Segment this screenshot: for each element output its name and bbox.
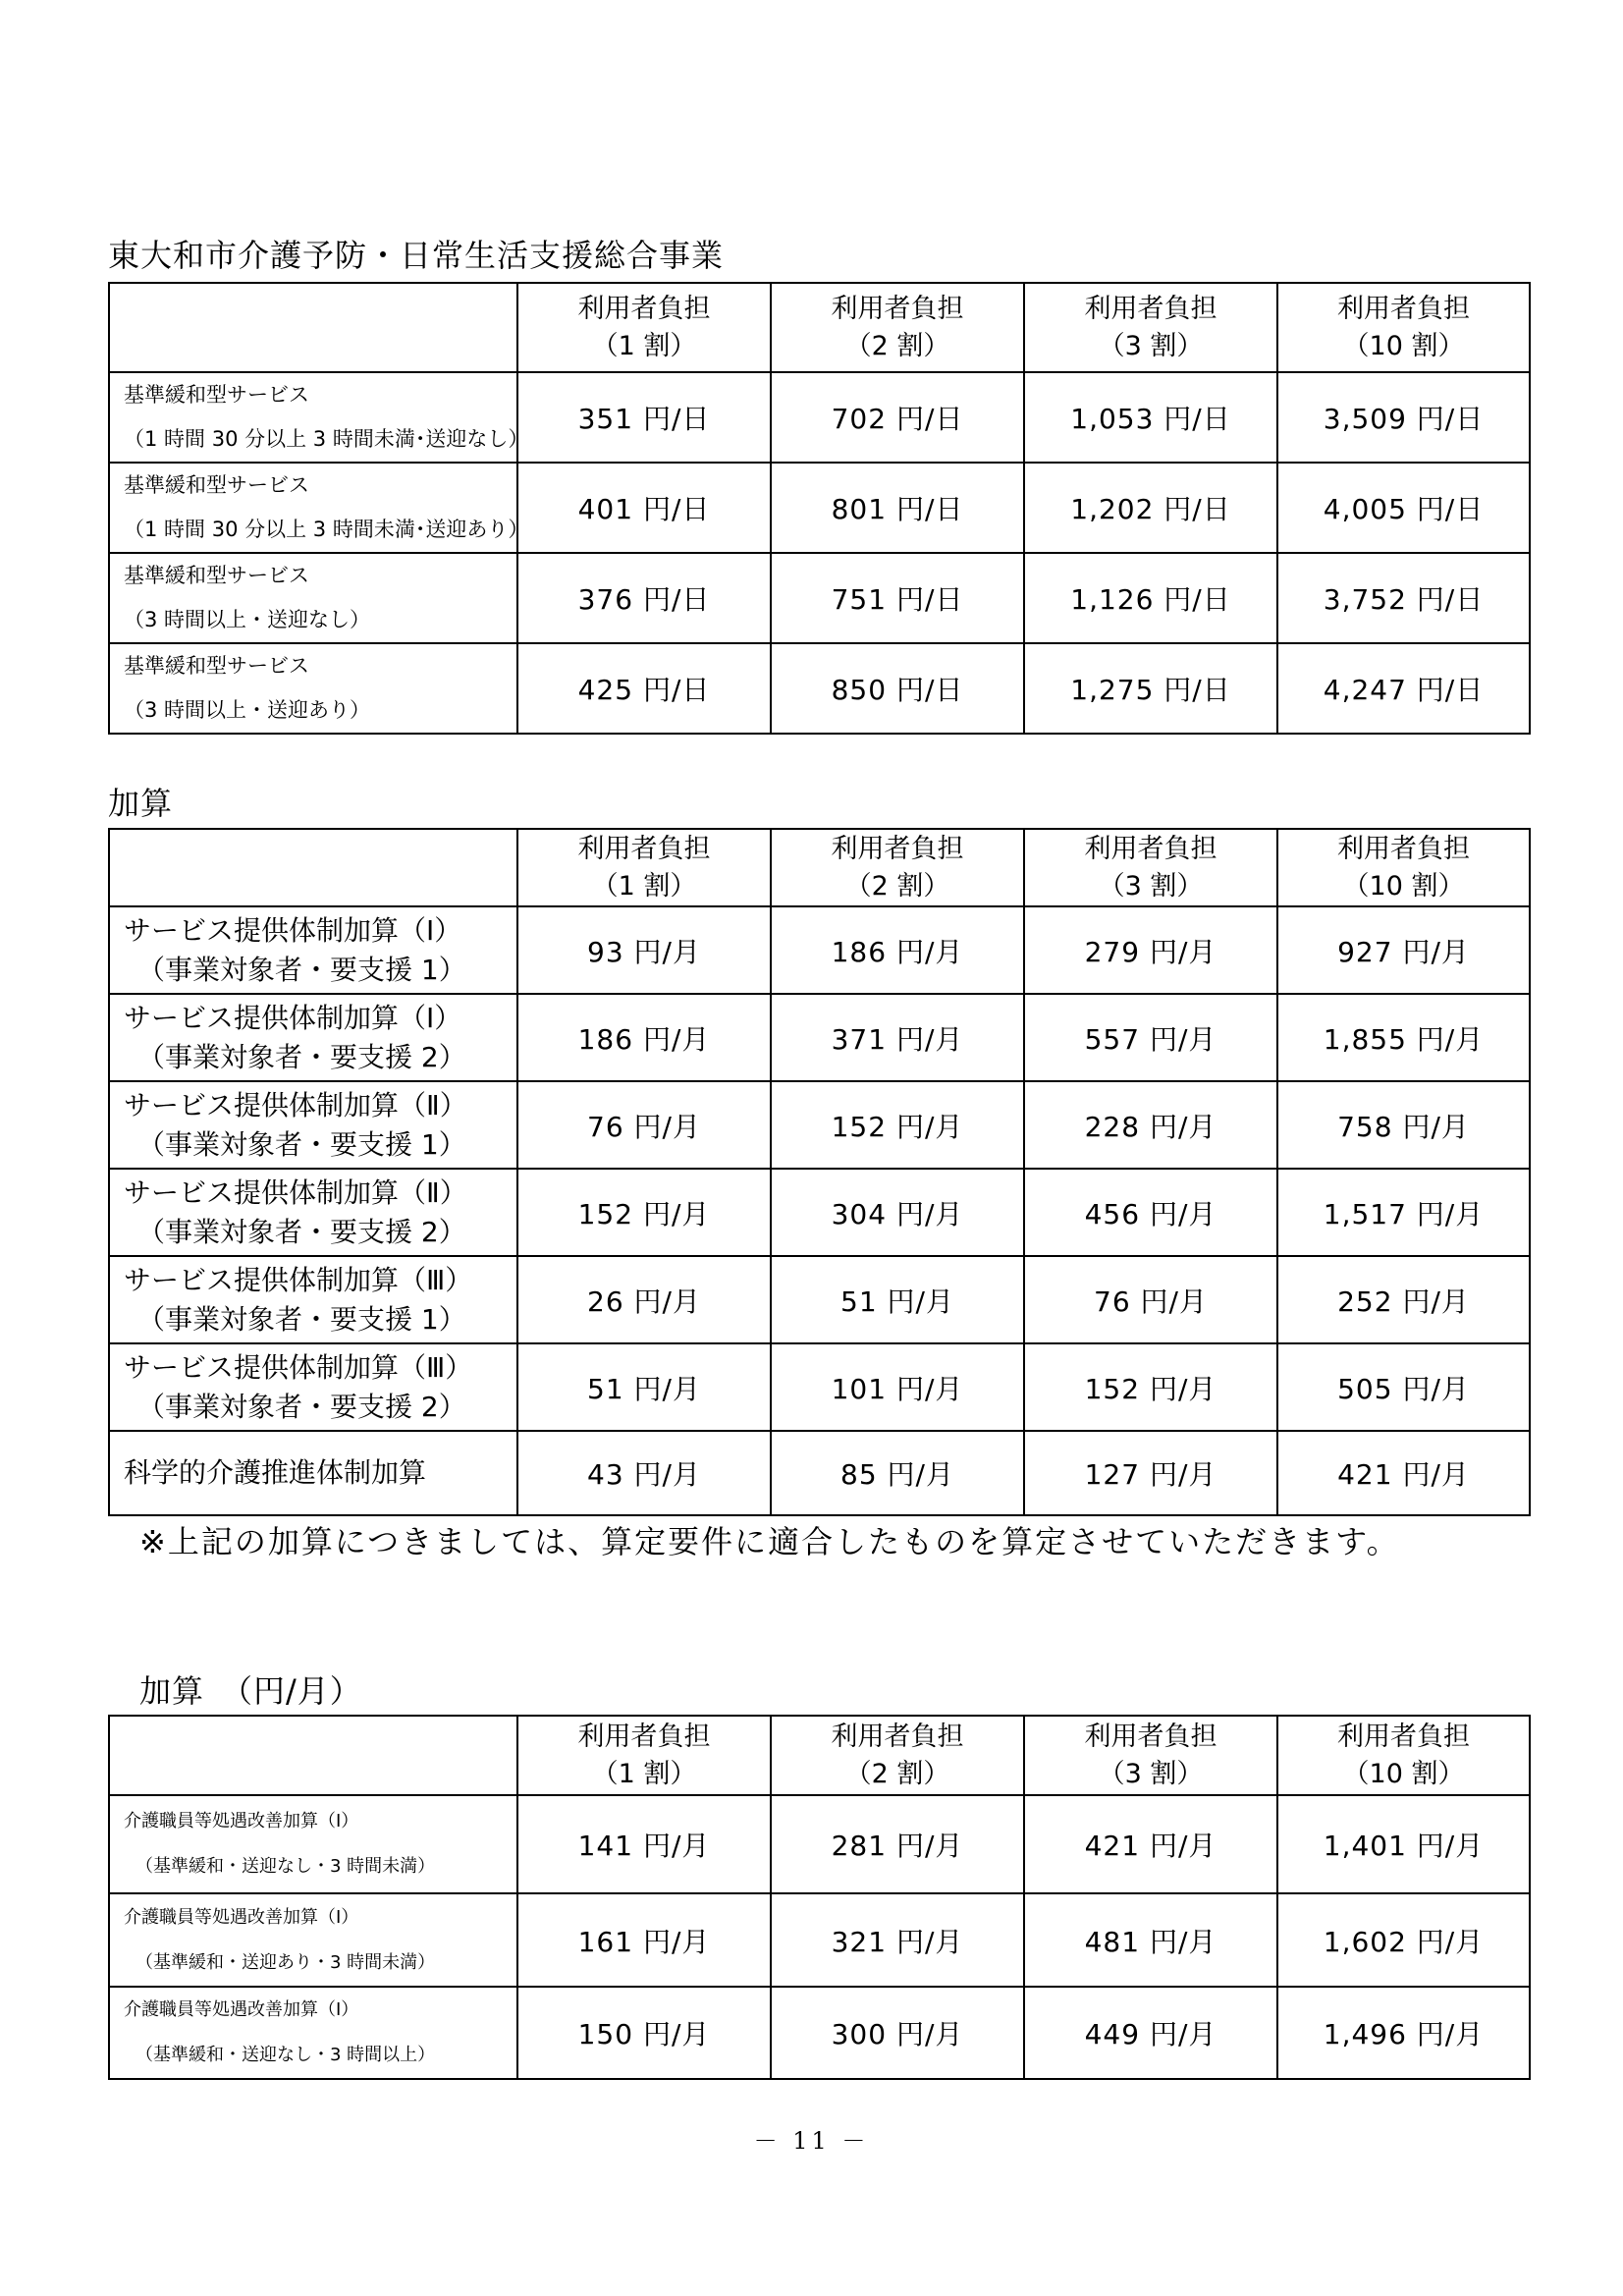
table-row — [109, 1343, 1530, 1431]
value-cell: 1,202 円/日 — [1024, 463, 1277, 553]
value-cell: 43 円/月 — [517, 1431, 771, 1515]
row-label: サービス提供体制加算（Ⅲ） （事業対象者・要支援 1） — [109, 1256, 517, 1343]
table-row — [109, 463, 1530, 553]
value-cell: 1,126 円/日 — [1024, 553, 1277, 643]
value-cell: 1,053 円/日 — [1024, 372, 1277, 463]
table-row — [109, 1169, 1530, 1256]
value-cell: 456 円/月 — [1024, 1169, 1277, 1256]
row-label: 基準緩和型サービス （1 時間 30 分以上 3 時間未満･送迎なし） — [109, 372, 517, 463]
row-label: サービス提供体制加算（Ⅰ） （事業対象者・要支援 2） — [109, 994, 517, 1081]
column-header: 利用者負担 （10 割） — [1277, 829, 1530, 906]
section2-table — [108, 828, 1531, 1516]
value-cell: 85 円/月 — [771, 1431, 1024, 1515]
value-cell: 401 円/日 — [517, 463, 771, 553]
table-header-row — [109, 829, 1530, 906]
row-label: 基準緩和型サービス （3 時間以上・送迎なし） — [109, 553, 517, 643]
value-cell: 425 円/日 — [517, 643, 771, 734]
value-cell: 376 円/日 — [517, 553, 771, 643]
row-label: 介護職員等処遇改善加算（Ⅰ） （基準緩和・送迎あり・3 時間未満） — [109, 1893, 517, 1987]
value-cell: 1,496 円/月 — [1277, 1987, 1530, 2079]
value-cell: 4,247 円/日 — [1277, 643, 1530, 734]
column-header: 利用者負担 （1 割） — [517, 1716, 771, 1795]
value-cell: 758 円/月 — [1277, 1081, 1530, 1169]
table-row — [109, 1893, 1530, 1987]
value-cell: 186 円/月 — [771, 906, 1024, 994]
value-cell: 1,517 円/月 — [1277, 1169, 1530, 1256]
value-cell: 1,401 円/月 — [1277, 1795, 1530, 1893]
column-header: 利用者負担 （2 割） — [771, 283, 1024, 372]
page-number: － 11 － — [753, 2127, 870, 2155]
value-cell: 927 円/月 — [1277, 906, 1530, 994]
value-cell: 421 円/月 — [1024, 1795, 1277, 1893]
row-label: 科学的介護推進体制加算 — [109, 1431, 517, 1515]
column-header: 利用者負担 （2 割） — [771, 829, 1024, 906]
section3-table — [108, 1715, 1531, 2080]
value-cell: 751 円/日 — [771, 553, 1024, 643]
column-header: 利用者負担 （3 割） — [1024, 829, 1277, 906]
value-cell: 351 円/日 — [517, 372, 771, 463]
column-header: 利用者負担 （10 割） — [1277, 1716, 1530, 1795]
value-cell: 4,005 円/日 — [1277, 463, 1530, 553]
table-row — [109, 1081, 1530, 1169]
table-row — [109, 372, 1530, 463]
column-header: 利用者負担 （3 割） — [1024, 283, 1277, 372]
value-cell: 321 円/月 — [771, 1893, 1024, 1987]
table-row — [109, 1987, 1530, 2079]
section1-title: 東大和市介護予防・日常生活支援総合事業 — [108, 237, 725, 274]
value-cell: 3,509 円/日 — [1277, 372, 1530, 463]
value-cell: 26 円/月 — [517, 1256, 771, 1343]
table-header-row — [109, 283, 1530, 372]
value-cell: 279 円/月 — [1024, 906, 1277, 994]
column-header: 利用者負担 （10 割） — [1277, 283, 1530, 372]
value-cell: 51 円/月 — [771, 1256, 1024, 1343]
section3-title: 加算 （円/月） — [139, 1672, 362, 1710]
column-header: 利用者負担 （3 割） — [1024, 1716, 1277, 1795]
row-label: サービス提供体制加算（Ⅰ） （事業対象者・要支援 1） — [109, 906, 517, 994]
value-cell: 1,602 円/月 — [1277, 1893, 1530, 1987]
value-cell: 702 円/日 — [771, 372, 1024, 463]
value-cell: 152 円/月 — [517, 1169, 771, 1256]
value-cell: 505 円/月 — [1277, 1343, 1530, 1431]
value-cell: 141 円/月 — [517, 1795, 771, 1893]
row-label: 介護職員等処遇改善加算（Ⅰ） （基準緩和・送迎なし・3 時間以上） — [109, 1987, 517, 2079]
value-cell: 850 円/日 — [771, 643, 1024, 734]
value-cell: 252 円/月 — [1277, 1256, 1530, 1343]
value-cell: 449 円/月 — [1024, 1987, 1277, 2079]
value-cell: 557 円/月 — [1024, 994, 1277, 1081]
value-cell: 421 円/月 — [1277, 1431, 1530, 1515]
value-cell: 152 円/月 — [771, 1081, 1024, 1169]
value-cell: 127 円/月 — [1024, 1431, 1277, 1515]
value-cell: 51 円/月 — [517, 1343, 771, 1431]
table-row — [109, 553, 1530, 643]
value-cell: 76 円/月 — [1024, 1256, 1277, 1343]
value-cell: 228 円/月 — [1024, 1081, 1277, 1169]
value-cell: 481 円/月 — [1024, 1893, 1277, 1987]
section1-table — [108, 282, 1531, 735]
table-row — [109, 1256, 1530, 1343]
row-label: 基準緩和型サービス （3 時間以上・送迎あり） — [109, 643, 517, 734]
value-cell: 161 円/月 — [517, 1893, 771, 1987]
table-header-row — [109, 1716, 1530, 1795]
value-cell: 101 円/月 — [771, 1343, 1024, 1431]
table-row — [109, 994, 1530, 1081]
row-label: サービス提供体制加算（Ⅱ） （事業対象者・要支援 2） — [109, 1169, 517, 1256]
row-label: サービス提供体制加算（Ⅱ） （事業対象者・要支援 1） — [109, 1081, 517, 1169]
value-cell: 93 円/月 — [517, 906, 771, 994]
column-header: 利用者負担 （1 割） — [517, 283, 771, 372]
row-label: サービス提供体制加算（Ⅲ） （事業対象者・要支援 2） — [109, 1343, 517, 1431]
value-cell: 801 円/日 — [771, 463, 1024, 553]
table-row — [109, 1431, 1530, 1515]
value-cell: 371 円/月 — [771, 994, 1024, 1081]
corner-cell — [109, 283, 517, 372]
table-row — [109, 1795, 1530, 1893]
corner-cell — [109, 829, 517, 906]
value-cell: 1,275 円/日 — [1024, 643, 1277, 734]
value-cell: 304 円/月 — [771, 1169, 1024, 1256]
row-label: 基準緩和型サービス （1 時間 30 分以上 3 時間未満･送迎あり） — [109, 463, 517, 553]
column-header: 利用者負担 （1 割） — [517, 829, 771, 906]
row-label: 介護職員等処遇改善加算（Ⅰ） （基準緩和・送迎なし・3 時間未満） — [109, 1795, 517, 1893]
corner-cell — [109, 1716, 517, 1795]
value-cell: 150 円/月 — [517, 1987, 771, 2079]
value-cell: 3,752 円/日 — [1277, 553, 1530, 643]
value-cell: 76 円/月 — [517, 1081, 771, 1169]
table-row — [109, 906, 1530, 994]
section2-title: 加算 — [108, 785, 174, 822]
value-cell: 300 円/月 — [771, 1987, 1024, 2079]
column-header: 利用者負担 （2 割） — [771, 1716, 1024, 1795]
value-cell: 152 円/月 — [1024, 1343, 1277, 1431]
footnote: ※上記の加算につきましては、算定要件に適合したものを算定させていただきます。 — [139, 1523, 1400, 1560]
value-cell: 281 円/月 — [771, 1795, 1024, 1893]
value-cell: 186 円/月 — [517, 994, 771, 1081]
table-row — [109, 643, 1530, 734]
value-cell: 1,855 円/月 — [1277, 994, 1530, 1081]
